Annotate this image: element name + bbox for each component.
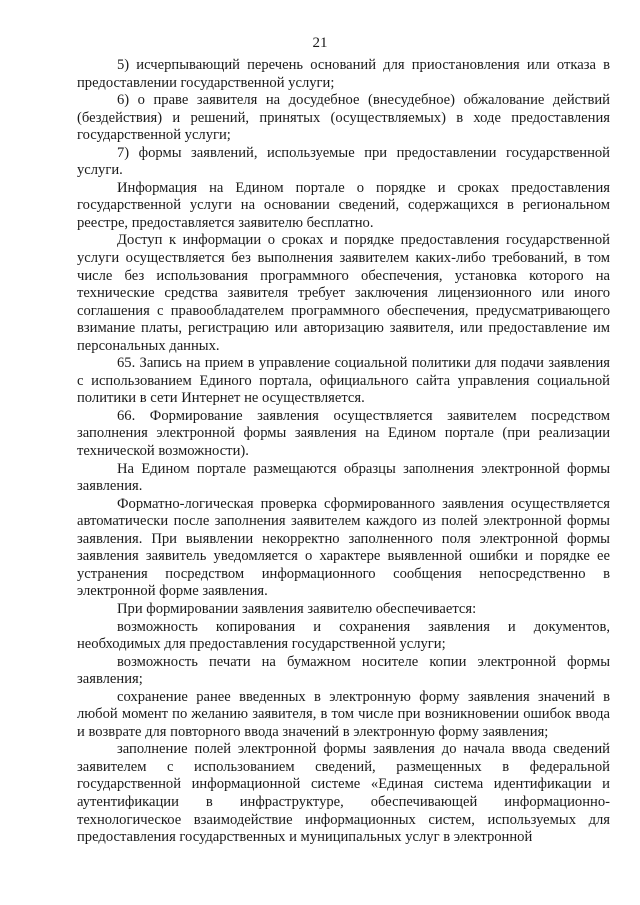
paragraph-prefill: заполнение полей электронной формы заявления до начала ввода сведений заявителем с использованием сведений, размещенных в федеральной государственной информационной системе «Единая система идентификации и аутентификации в инфраструктуре, обеспечивающей информационно-технологическое взаимодействие информационных систем, используемых для предоставления государственных и муниципальных услуг в электронной <box>77 741 610 846</box>
paragraph-item-5: 5) исчерпывающий перечень оснований для приостановления или отказа в предоставлении государственной услуги; <box>77 57 610 91</box>
paragraph-66: 66. Формирование заявления осуществляется заявителем посредством заполнения электронной формы заявления на Едином портале (при реализации технической возможности). <box>77 407 610 460</box>
paragraph-65: 65. Запись на прием в управление социальной политики для подачи заявления с использованием Единого портала, официального сайта управления социальной политики в сети Интернет не осуществляется. <box>77 355 610 407</box>
paragraph-item-6: 6) о праве заявителя на досудебное (внесудебное) обжалование действий (бездействия) и решений, принятых (осуществляемых) в ходе предоставления государственной услуги; <box>77 92 610 144</box>
document-body <box>77 57 610 847</box>
paragraph-item-7: 7) формы заявлений, используемые при предоставлении государственной услуги. <box>77 144 610 179</box>
paragraph-copy: возможность копирования и сохранения заявления и документов, необходимых для предоставления государственной услуги; <box>77 618 610 653</box>
paragraph-provided: При формировании заявления заявителю обеспечивается: <box>117 600 477 617</box>
paragraph-save: сохранение ранее введенных в электронную форму заявления значений в любой момент по желанию заявителя, в том числе при возникновении ошибок ввода и возврате для повторного ввода значений в электронную форму заявления; <box>77 688 610 740</box>
paragraph-validation: Форматно-логическая проверка сформированного заявления осуществляется автоматически после заполнения заявителем каждого из полей электронной формы заявления. При выявлении некорректно заполненного поля электронной формы заявления заявитель уведомляется о характере выявленной ошибки и порядке ее устранения посредством информационного сообщения непосредственно в электронной форме заявления. <box>77 495 610 600</box>
paragraph-access: Доступ к информации о сроках и порядке предоставления государственной услуги осуществляется без выполнения заявителем каких-либо требований, в том числе без использования программного обеспечения, установка которого на технические средства заявителя требует заключения лицензионного или иного соглашения с правообладателем программного обеспечения, предусматривающего взимание платы, регистрацию или авторизацию заявителя, или предоставление им персональных данных. <box>77 232 610 354</box>
page-number: 21 <box>312 35 328 51</box>
paragraph-print: возможность печати на бумажном носителе копии электронной формы заявления; <box>77 653 610 688</box>
paragraph-info-portal: Информация на Едином портале о порядке и сроках предоставления государственной услуги на основании сведений, содержащихся в региональном реестре, предоставляется заявителю бесплатно. <box>77 179 610 231</box>
paragraph-samples: На Едином портале размещаются образцы заполнения электронной формы заявления. <box>77 460 610 495</box>
